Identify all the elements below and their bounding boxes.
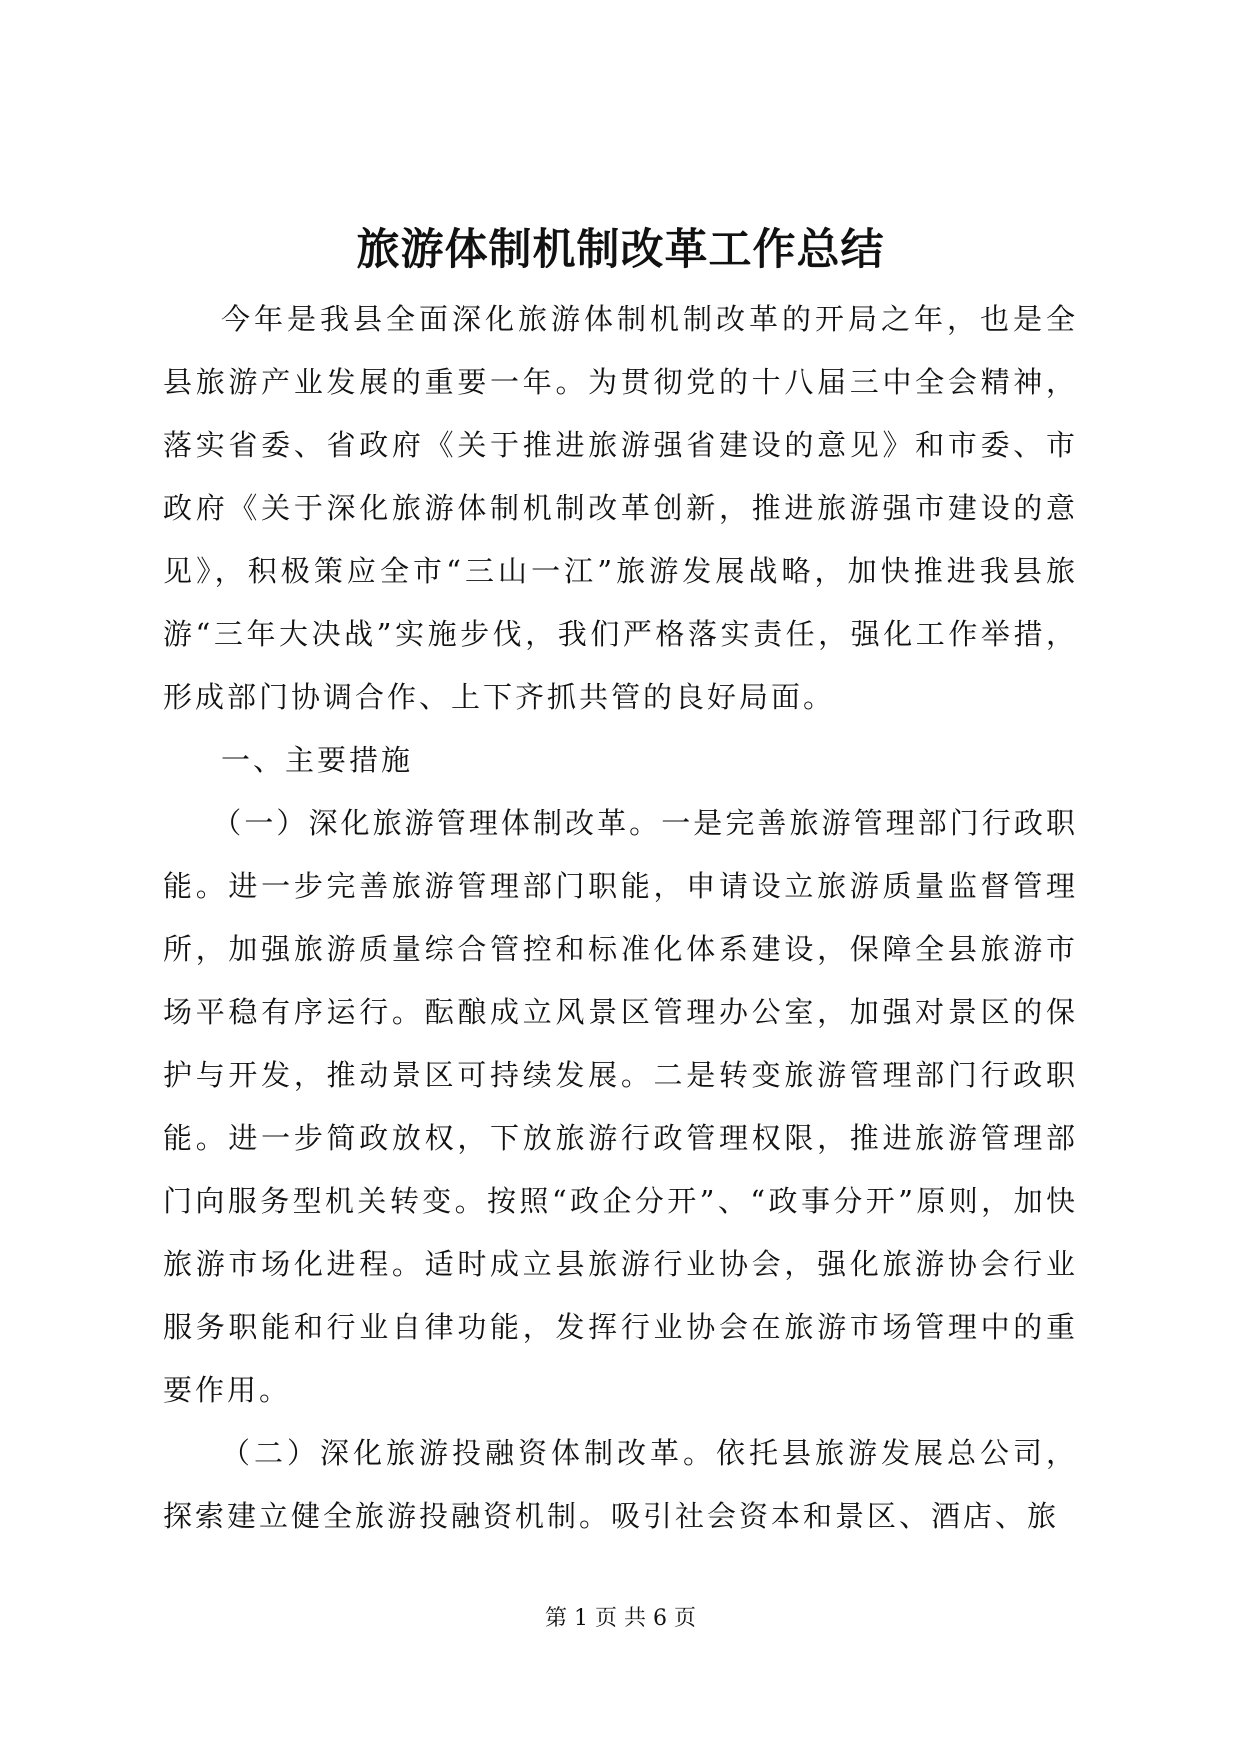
document-title: 旅游体制机制改革工作总结 [356,225,885,275]
paragraph-investment-reform: （二）深化旅游投融资体制改革。依托县旅游发展总公司，探索建立健全旅游投融资机制。吸引社会资本和景区、酒店、旅 [163,1436,1078,1533]
paragraph-intro: 今年是我县全面深化旅游体制机制改革的开局之年，也是全县旅游产业发展的重要一年。为贯彻党的十八届三中全会精神，落实省委、省政府《关于推进旅游强省建设的意见》和市委、市政府《关于深化旅游体制机制改革创新，推进旅游强市建设的意见》，积极策应全市“三山一江”旅游发展战略，加快推进我县旅游“三年大决战”实施步伐，我们严格落实责任，强化工作举措，形成部门协调合作、上下齐抓共管的良好局面。 [163,302,1078,714]
page-footer [0,1604,1241,1634]
document-body [163,288,1078,1548]
page-number-label: 第 1 页 共 6 页 [545,1606,696,1631]
paragraph-management-reform: （一）深化旅游管理体制改革。一是完善旅游管理部门行政职能。进一步完善旅游管理部门职能，申请设立旅游质量监督管理所，加强旅游质量综合管控和标准化体系建设，保障全县旅游市场平稳有序运行。酝酿成立风景区管理办公室，加强对景区的保护与开发，推动景区可持续发展。二是转变旅游管理部门行政职能。进一步简政放权，下放旅游行政管理权限，推进旅游管理部门向服务型机关转变。按照“政企分开”、“政事分开”原则，加快旅游市场化进程。适时成立县旅游行业协会，强化旅游协会行业服务职能和行业自律功能，发挥行业协会在旅游市场管理中的重要作用。 [163,806,1078,1407]
section-heading-main-measures: 一、主要措施 [221,743,414,777]
